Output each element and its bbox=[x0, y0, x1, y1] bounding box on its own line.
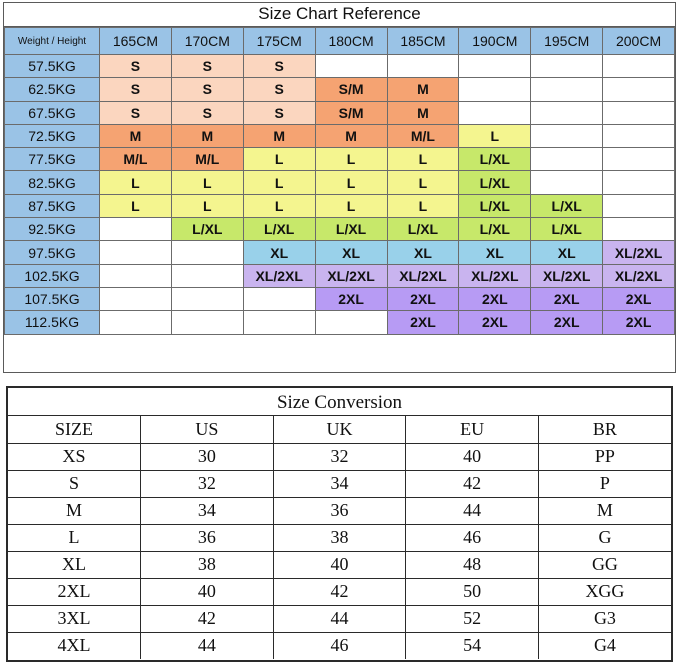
size-chart-title: Size Chart Reference bbox=[4, 3, 675, 27]
size-cell bbox=[387, 55, 459, 78]
size-cell: M/L bbox=[387, 124, 459, 147]
size-cell: M bbox=[387, 78, 459, 101]
conversion-cell: 44 bbox=[141, 632, 274, 659]
size-cell: L bbox=[100, 171, 172, 194]
size-cell: S/M bbox=[315, 101, 387, 124]
size-cell: XL/2XL bbox=[243, 264, 315, 287]
size-cell bbox=[315, 311, 387, 334]
height-header-cell: 190CM bbox=[459, 28, 531, 55]
conversion-row bbox=[8, 443, 671, 470]
conversion-row bbox=[8, 497, 671, 524]
size-cell: L bbox=[387, 194, 459, 217]
size-cell: 2XL bbox=[387, 311, 459, 334]
conversion-cell: 42 bbox=[273, 578, 406, 605]
weight-label: 77.5KG bbox=[5, 148, 100, 171]
size-chart-reference bbox=[3, 2, 676, 373]
size-cell: L bbox=[459, 124, 531, 147]
size-cell: S bbox=[243, 55, 315, 78]
size-cell bbox=[603, 218, 675, 241]
conversion-cell: GG bbox=[538, 551, 671, 578]
size-cell: L bbox=[100, 194, 172, 217]
size-cell: L/XL bbox=[459, 148, 531, 171]
conversion-cell: 34 bbox=[273, 470, 406, 497]
conversion-cell: 36 bbox=[273, 497, 406, 524]
size-cell: M bbox=[315, 124, 387, 147]
size-chart-row bbox=[5, 78, 675, 101]
size-cell bbox=[100, 287, 172, 310]
size-cell: L/XL bbox=[387, 218, 459, 241]
size-cell bbox=[459, 55, 531, 78]
size-cell: XL/2XL bbox=[459, 264, 531, 287]
size-cell: 2XL bbox=[603, 311, 675, 334]
conversion-header-cell: US bbox=[141, 416, 274, 443]
height-header-cell: 170CM bbox=[171, 28, 243, 55]
size-cell: 2XL bbox=[531, 311, 603, 334]
height-header-cell: 195CM bbox=[531, 28, 603, 55]
size-cell bbox=[603, 171, 675, 194]
conversion-cell: 38 bbox=[273, 524, 406, 551]
conversion-cell: 44 bbox=[273, 605, 406, 632]
conversion-cell: 44 bbox=[406, 497, 539, 524]
conversion-row bbox=[8, 470, 671, 497]
conversion-cell: XL bbox=[8, 551, 141, 578]
conversion-header-cell: BR bbox=[538, 416, 671, 443]
conversion-cell: 54 bbox=[406, 632, 539, 659]
conversion-row bbox=[8, 578, 671, 605]
conversion-cell: M bbox=[538, 497, 671, 524]
size-conversion-table bbox=[8, 416, 671, 659]
size-cell: S/M bbox=[315, 78, 387, 101]
conversion-cell: 46 bbox=[273, 632, 406, 659]
size-chart-row bbox=[5, 124, 675, 147]
conversion-cell: 46 bbox=[406, 524, 539, 551]
size-cell: L bbox=[171, 171, 243, 194]
size-cell: XL bbox=[459, 241, 531, 264]
corner-label: Weight / Height bbox=[5, 28, 100, 55]
size-cell: XL/2XL bbox=[315, 264, 387, 287]
size-cell: S bbox=[243, 101, 315, 124]
size-chart-row bbox=[5, 55, 675, 78]
size-cell: XL bbox=[315, 241, 387, 264]
size-cell: M/L bbox=[171, 148, 243, 171]
size-cell: S bbox=[171, 78, 243, 101]
conversion-row bbox=[8, 551, 671, 578]
conversion-cell: 4XL bbox=[8, 632, 141, 659]
weight-label: 62.5KG bbox=[5, 78, 100, 101]
conversion-cell: S bbox=[8, 470, 141, 497]
weight-label: 57.5KG bbox=[5, 55, 100, 78]
conversion-cell: 32 bbox=[273, 443, 406, 470]
size-cell bbox=[603, 148, 675, 171]
conversion-cell: 40 bbox=[141, 578, 274, 605]
conversion-cell: 3XL bbox=[8, 605, 141, 632]
conversion-cell: G3 bbox=[538, 605, 671, 632]
size-cell: L bbox=[315, 148, 387, 171]
conversion-cell: 2XL bbox=[8, 578, 141, 605]
size-cell: L bbox=[387, 171, 459, 194]
size-chart-table bbox=[4, 27, 675, 335]
conversion-cell: 36 bbox=[141, 524, 274, 551]
size-cell: L/XL bbox=[531, 194, 603, 217]
size-cell: L/XL bbox=[459, 171, 531, 194]
size-cell: L bbox=[243, 194, 315, 217]
size-cell: XL bbox=[387, 241, 459, 264]
size-cell bbox=[171, 241, 243, 264]
size-cell bbox=[100, 264, 172, 287]
conversion-row bbox=[8, 605, 671, 632]
size-cell: L/XL bbox=[531, 218, 603, 241]
size-cell: S bbox=[100, 101, 172, 124]
size-cell: 2XL bbox=[531, 287, 603, 310]
height-header-cell: 200CM bbox=[603, 28, 675, 55]
size-cell: L bbox=[315, 171, 387, 194]
size-chart-row bbox=[5, 194, 675, 217]
size-cell: XL/2XL bbox=[387, 264, 459, 287]
conversion-cell: 42 bbox=[406, 470, 539, 497]
weight-label: 82.5KG bbox=[5, 171, 100, 194]
size-cell: L bbox=[243, 148, 315, 171]
size-cell: S bbox=[243, 78, 315, 101]
weight-label: 87.5KG bbox=[5, 194, 100, 217]
height-header-cell: 180CM bbox=[315, 28, 387, 55]
size-cell: S bbox=[100, 78, 172, 101]
height-header-cell: 165CM bbox=[100, 28, 172, 55]
size-cell: 2XL bbox=[459, 311, 531, 334]
weight-label: 107.5KG bbox=[5, 287, 100, 310]
size-cell: XL/2XL bbox=[603, 241, 675, 264]
size-cell: S bbox=[100, 55, 172, 78]
size-chart-row bbox=[5, 287, 675, 310]
conversion-header-cell: SIZE bbox=[8, 416, 141, 443]
size-cell: L bbox=[243, 171, 315, 194]
size-cell: 2XL bbox=[603, 287, 675, 310]
size-cell bbox=[531, 55, 603, 78]
size-cell bbox=[243, 287, 315, 310]
size-cell bbox=[100, 311, 172, 334]
size-cell: S bbox=[171, 55, 243, 78]
conversion-cell: 30 bbox=[141, 443, 274, 470]
size-cell: M bbox=[243, 124, 315, 147]
conversion-row bbox=[8, 524, 671, 551]
height-header-row bbox=[5, 28, 675, 55]
size-chart-row bbox=[5, 241, 675, 264]
size-cell: L bbox=[171, 194, 243, 217]
weight-label: 102.5KG bbox=[5, 264, 100, 287]
size-chart-row bbox=[5, 218, 675, 241]
size-chart-row bbox=[5, 101, 675, 124]
conversion-cell: XS bbox=[8, 443, 141, 470]
size-cell: XL bbox=[531, 241, 603, 264]
size-conversion-title: Size Conversion bbox=[8, 388, 671, 416]
size-cell bbox=[171, 264, 243, 287]
size-cell bbox=[171, 311, 243, 334]
weight-label: 92.5KG bbox=[5, 218, 100, 241]
size-cell bbox=[459, 101, 531, 124]
size-cell: 2XL bbox=[459, 287, 531, 310]
size-cell bbox=[171, 287, 243, 310]
height-header-cell: 185CM bbox=[387, 28, 459, 55]
size-cell bbox=[100, 218, 172, 241]
weight-label: 97.5KG bbox=[5, 241, 100, 264]
size-cell bbox=[603, 124, 675, 147]
size-cell bbox=[531, 148, 603, 171]
size-cell bbox=[603, 101, 675, 124]
conversion-cell: P bbox=[538, 470, 671, 497]
conversion-cell: G bbox=[538, 524, 671, 551]
size-cell: L/XL bbox=[459, 218, 531, 241]
size-conversion bbox=[6, 386, 673, 662]
size-cell bbox=[459, 78, 531, 101]
size-cell: L bbox=[315, 194, 387, 217]
size-chart-row bbox=[5, 311, 675, 334]
weight-label: 72.5KG bbox=[5, 124, 100, 147]
conversion-cell: L bbox=[8, 524, 141, 551]
size-chart-row bbox=[5, 148, 675, 171]
conversion-cell: XGG bbox=[538, 578, 671, 605]
height-header-cell: 175CM bbox=[243, 28, 315, 55]
conversion-cell: 40 bbox=[406, 443, 539, 470]
size-cell: S bbox=[171, 101, 243, 124]
conversion-header-cell: UK bbox=[273, 416, 406, 443]
conversion-cell: PP bbox=[538, 443, 671, 470]
size-cell: XL/2XL bbox=[603, 264, 675, 287]
size-cell bbox=[531, 78, 603, 101]
conversion-cell: 32 bbox=[141, 470, 274, 497]
conversion-header-row bbox=[8, 416, 671, 443]
conversion-cell: G4 bbox=[538, 632, 671, 659]
size-cell bbox=[531, 101, 603, 124]
size-cell: M bbox=[171, 124, 243, 147]
size-cell: 2XL bbox=[315, 287, 387, 310]
size-chart-row bbox=[5, 171, 675, 194]
conversion-cell: 50 bbox=[406, 578, 539, 605]
size-cell bbox=[100, 241, 172, 264]
size-cell bbox=[531, 124, 603, 147]
weight-label: 67.5KG bbox=[5, 101, 100, 124]
conversion-cell: 38 bbox=[141, 551, 274, 578]
weight-label: 112.5KG bbox=[5, 311, 100, 334]
size-cell bbox=[531, 171, 603, 194]
conversion-cell: 52 bbox=[406, 605, 539, 632]
size-cell bbox=[603, 78, 675, 101]
size-cell bbox=[243, 311, 315, 334]
size-cell: L/XL bbox=[315, 218, 387, 241]
conversion-cell: M bbox=[8, 497, 141, 524]
size-cell bbox=[603, 194, 675, 217]
size-cell bbox=[315, 55, 387, 78]
size-cell: M bbox=[387, 101, 459, 124]
size-cell: L/XL bbox=[459, 194, 531, 217]
conversion-header-cell: EU bbox=[406, 416, 539, 443]
size-cell: L/XL bbox=[171, 218, 243, 241]
conversion-row bbox=[8, 632, 671, 659]
conversion-cell: 42 bbox=[141, 605, 274, 632]
conversion-cell: 48 bbox=[406, 551, 539, 578]
size-cell: M/L bbox=[100, 148, 172, 171]
size-cell: XL/2XL bbox=[531, 264, 603, 287]
size-cell bbox=[603, 55, 675, 78]
size-cell: L bbox=[387, 148, 459, 171]
size-cell: M bbox=[100, 124, 172, 147]
size-cell: 2XL bbox=[387, 287, 459, 310]
size-cell: XL bbox=[243, 241, 315, 264]
size-chart-row bbox=[5, 264, 675, 287]
size-cell: L/XL bbox=[243, 218, 315, 241]
conversion-cell: 34 bbox=[141, 497, 274, 524]
conversion-cell: 40 bbox=[273, 551, 406, 578]
